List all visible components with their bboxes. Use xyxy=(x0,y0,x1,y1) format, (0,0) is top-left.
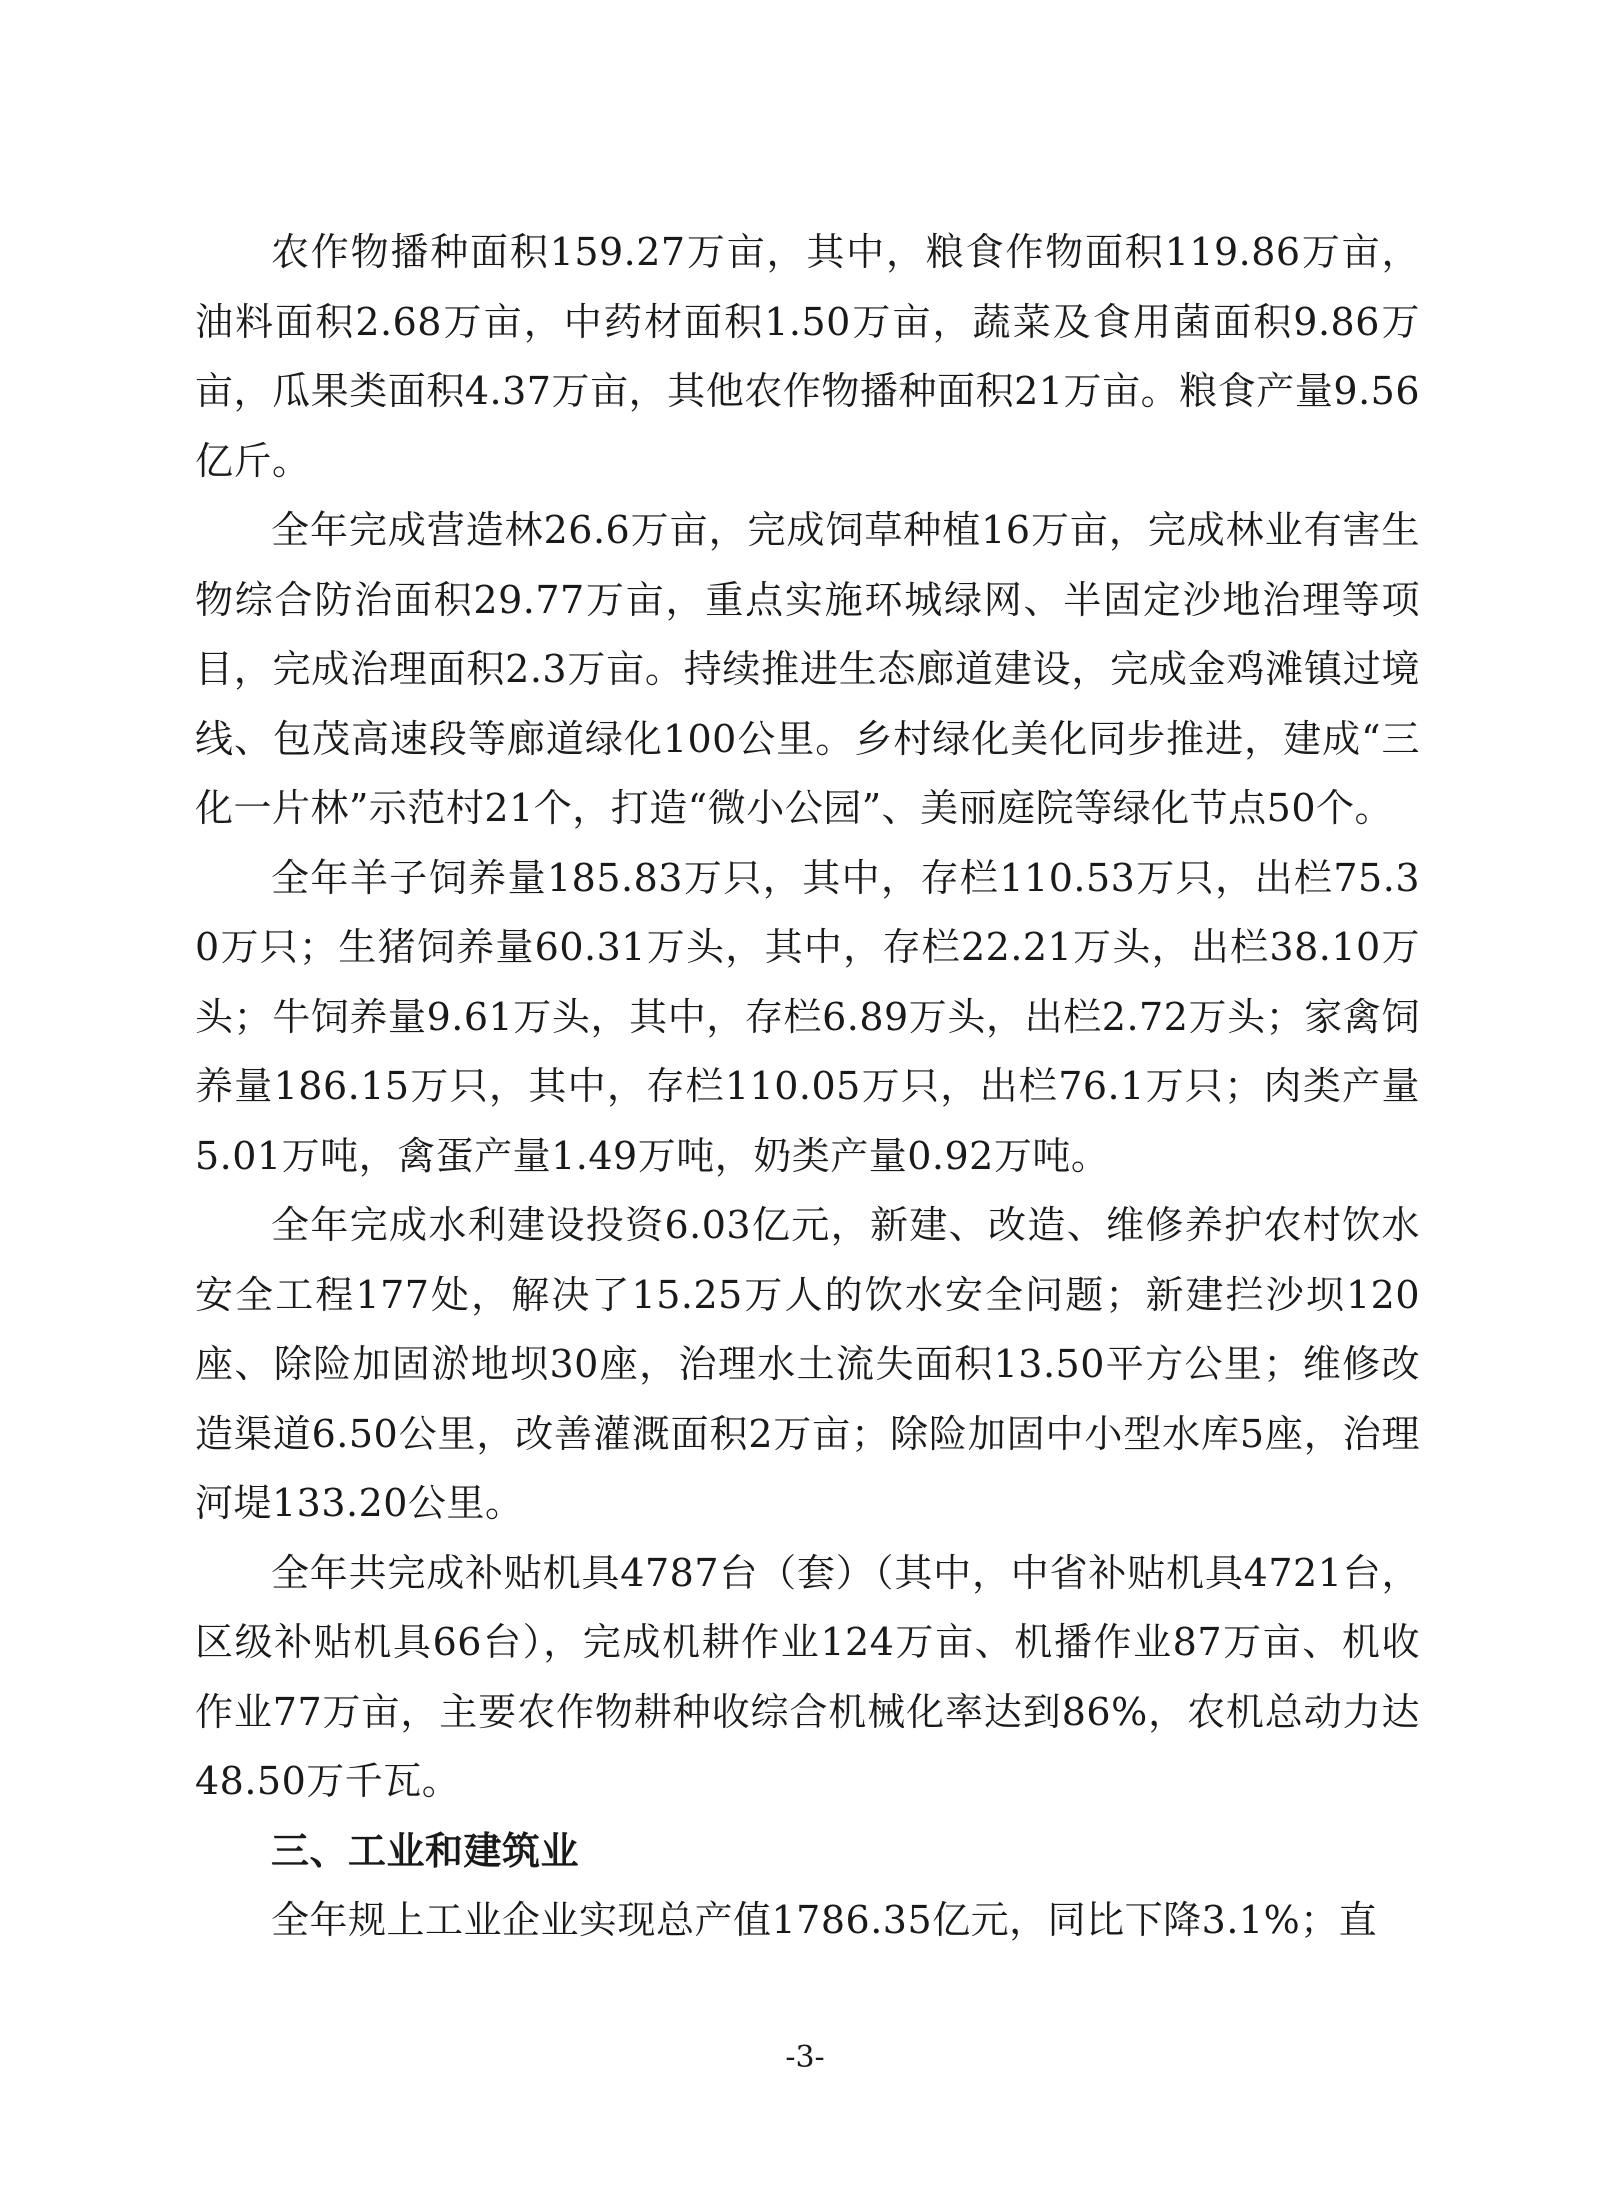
paragraph-agricultural-machinery: 全年共完成补贴机具4787台（套）（其中，中省补贴机具4721台，区级补贴机具66台），完成机耕作业124万亩、机播作业87万亩、机收作业77万亩，主要农作物耕种收综合机械化率达到86%，农机总动力达48.50万千瓦。 xyxy=(195,1550,1420,1803)
paragraph-afforestation: 全年完成营造林26.6万亩，完成饲草种植16万亩，完成林业有害生物综合防治面积29.77万亩，重点实施环城绿网、半固定沙地治理等项目，完成治理面积2.3万亩。持续推进生态廊道建设，完成金鸡滩镇过境线、包茂高速段等廊道绿化100公里。乡村绿化美化同步推进，建成“三化一片林”示范村21个，打造“微小公园”、美丽庭院等绿化节点50个。 xyxy=(195,508,1420,830)
paragraph-industrial-output: 全年规上工业企业实现总产值1786.35亿元，同比下降3.1%；直 xyxy=(271,1898,1378,1942)
document-body xyxy=(195,218,1420,1956)
page-number: -3- xyxy=(785,2040,825,2075)
paragraph-crop-planting: 农作物播种面积159.27万亩，其中，粮食作物面积119.86万亩，油料面积2.68万亩，中药材面积1.50万亩，蔬菜及食用菌面积9.86万亩，瓜果类面积4.37万亩，其他农作物播种面积21万亩。粮食产量9.56亿斤。 xyxy=(195,230,1420,483)
paragraph-water-conservancy: 全年完成水利建设投资6.03亿元，新建、改造、维修养护农村饮水安全工程177处，解决了15.25万人的饮水安全问题；新建拦沙坝120座、除险加固淤地坝30座，治理水土流失面积13.50平方公里；维修改造渠道6.50公里，改善灌溉面积2万亩；除险加固中小型水库5座，治理河堤133.20公里。 xyxy=(195,1203,1420,1525)
section-heading-industry: 三、工业和建筑业 xyxy=(271,1828,580,1873)
paragraph-livestock: 全年羊子饲养量185.83万只，其中，存栏110.53万只，出栏75.30万只；生猪饲养量60.31万头，其中，存栏22.21万头，出栏38.10万头；牛饲养量9.61万头，其中，存栏6.89万头，出栏2.72万头；家禽饲养量186.15万只，其中，存栏110.05万只，出栏76.1万只；肉类产量5.01万吨，禽蛋产量1.49万吨，奶类产量0.92万吨。 xyxy=(195,855,1420,1178)
